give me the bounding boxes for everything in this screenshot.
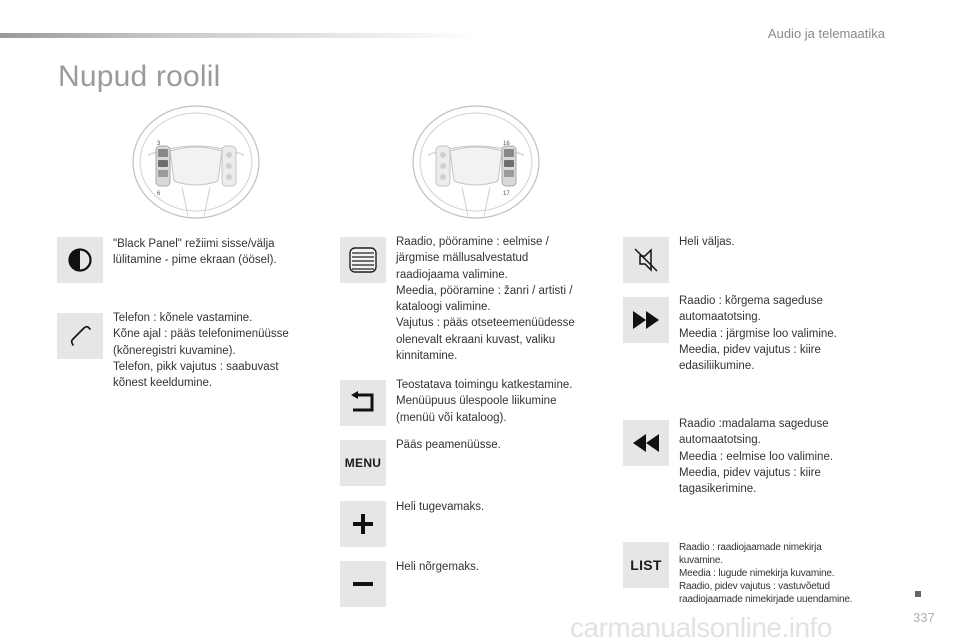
steering-wheel-right-illustration [410,103,542,221]
steering-wheel-left-illustration [130,103,262,221]
rewind-button [623,420,669,466]
volume-up-description: Heli tugevamaks. [396,501,485,513]
steering-wheel-icon [130,103,262,221]
mute-description: Heli väljas. [679,236,735,248]
scroll-wheel-icon [348,247,378,273]
page-number: 337 [913,610,935,625]
wheel-right-label-top: 16 [503,141,510,147]
scroll-wheel-button [340,237,386,283]
undo-button [340,380,386,426]
phone-handset-icon [65,321,95,351]
phone-description: Telefon : kõnele vastamine. Kõne ajal : pääs telefonimenüüsse (kõneregistri kuvamine). Telefon, pikk vajutus : saabuvast kõnest keeldumine. [113,312,289,390]
header-gradient-bar [0,33,480,38]
mute-speaker-icon [631,245,661,275]
list-icon: LIST [630,557,662,573]
list-button [623,542,669,588]
menu-icon: MENU [344,456,382,470]
watermark: carmanualsonline.info [570,612,832,640]
page-marker [915,591,921,597]
section-header: Audio ja telemaatika [767,26,885,41]
forward-button [623,297,669,343]
mute-button [623,237,669,283]
forward-description: Raadio : kõrgema sageduse automaatotsing. Meedia : järgmise loo valimine. Meedia, pidev vajutus : kiire edasiliikumine. [679,295,837,373]
fast-forward-icon [631,309,661,331]
volume-down-description: Heli nõrgemaks. [396,561,480,573]
black-panel-button [57,237,103,283]
volume-up-button [340,501,386,547]
list-description: Raadio : raadiojaamade nimekirja kuvamine. Meedia : lugude nimekirja kuvamine. Raadio, pidev vajutus : vastuvõetud raadiojaamade nimekirjade uuendamine. [679,542,853,605]
wheel-left-label-top: 3 [157,141,161,147]
menu-description: Pääs peamenüüsse. [396,439,501,451]
page-title: Nupud roolil [58,60,221,93]
steering-wheel-icon [410,103,542,221]
half-circle-icon [66,246,94,274]
wheel-left-label-bottom: 6 [157,191,161,197]
phone-button [57,313,103,359]
minus-icon [351,572,375,596]
black-panel-description: "Black Panel" režiimi sisse/välja lülitamine - pime ekraan (öösel). [113,238,277,267]
menu-button [340,440,386,486]
rewind-icon [631,432,661,454]
scroll-wheel-description: Raadio, pööramine : eelmise / järgmise mällusalvestatud raadiojaama valimine. Meedia, pööramine : žanri / artisti / kataloogi valimine. Vajutus : pääs otseteemenüüdesse olenevalt ekraani kuvast, valiku kinnitamine. [396,236,575,363]
rewind-description: Raadio :madalama sageduse automaatotsing. Meedia : eelmise loo valimine. Meedia, pidev vajutus : kiire tagasikerimine. [679,418,834,496]
plus-icon [351,512,375,536]
wheel-right-label-bottom: 17 [503,191,510,197]
undo-description: Teostatava toimingu katkestamine. Menüüpuus ülespoole liikumine (menüü või kataloog). [396,379,573,424]
volume-down-button [340,561,386,607]
return-arrow-icon [347,390,379,416]
